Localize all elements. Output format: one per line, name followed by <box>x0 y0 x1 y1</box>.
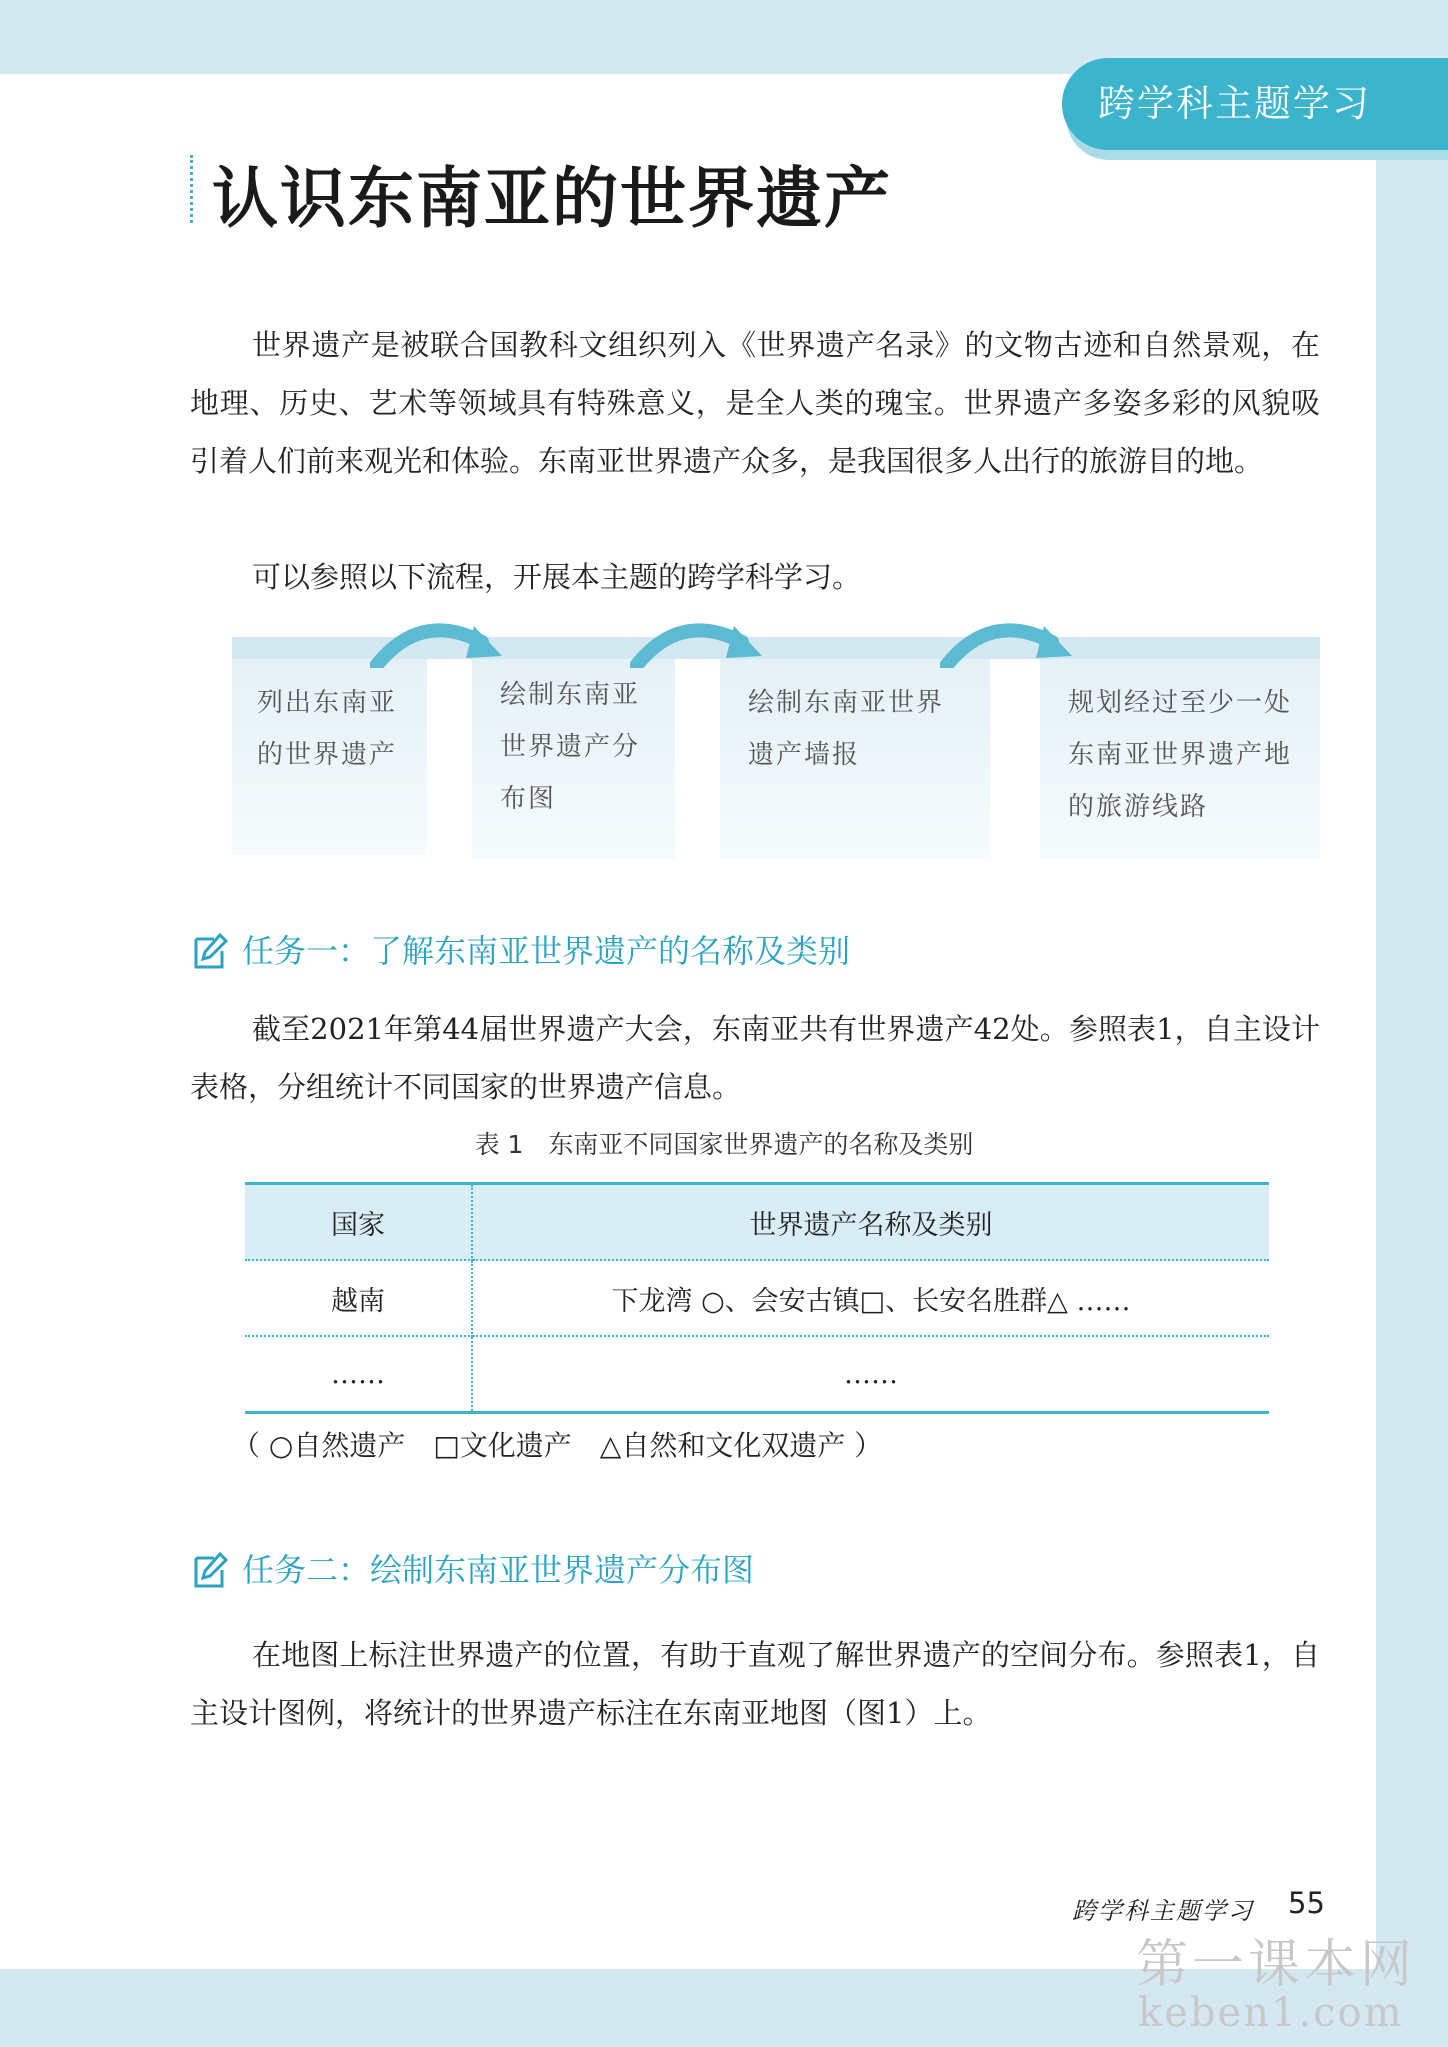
table-row <box>245 1260 1269 1336</box>
table-legend: （ ○自然遗产 □文化遗产 △自然和文化双遗产 ） <box>232 1429 883 1462</box>
task1-text: 截至2021年第44届世界遗产大会，东南亚共有世界遗产42处。参照表1，自主设计表格，分组统计不同国家的世界遗产信息。 <box>190 1012 1320 1104</box>
edit-note-icon <box>190 931 230 971</box>
watermark-url: keben1.com <box>1138 1990 1404 2036</box>
intro-paragraph: 世界遗产是被联合国教科文组织列入《世界遗产名录》的文物古迹和自然景观，在地理、历史、艺术等领域具有特殊意义，是全人类的瑰宝。世界遗产多姿多彩的风貌吸引着人们前来观光和体验。东南亚世界遗产众多，是我国很多人出行的旅游目的地。 <box>190 328 1320 478</box>
flow-arrow-2-icon <box>630 618 770 668</box>
intro-instruction: 可以参照以下流程，开展本主题的跨学科学习。 <box>252 560 862 594</box>
table-header-country: 国家 <box>245 1184 472 1261</box>
flow-step-1-line1: 列出东南亚 <box>257 688 398 718</box>
footer-section: 跨学科主题学习 <box>1072 1897 1254 1925</box>
task1-heading <box>190 924 850 974</box>
table-row <box>245 1336 1269 1413</box>
flow-step-1-line2: 的世界遗产 <box>257 740 398 770</box>
table-cell-country: …… <box>245 1336 472 1413</box>
table-header-row <box>245 1184 1269 1261</box>
flow-step-2-line1: 绘制东南亚 <box>500 680 641 710</box>
watermark-title: 第一课本网 <box>1136 1935 1417 1995</box>
table-header-heritage: 世界遗产名称及类别 <box>472 1184 1269 1261</box>
page-number: 55 <box>1288 1886 1325 1920</box>
page-title: 认识东南亚的世界遗产 <box>212 160 892 237</box>
flow-step-2 <box>472 659 675 859</box>
task1-heading-text: 任务一：了解东南亚世界遗产的名称及类别 <box>242 932 851 970</box>
task2-heading <box>190 1543 754 1593</box>
flow-step-3-line2: 遗产墙报 <box>748 740 861 770</box>
flow-step-1 <box>232 659 427 855</box>
task2-heading-text: 任务二：绘制东南亚世界遗产分布图 <box>242 1551 755 1589</box>
flow-step-3-line1: 绘制东南亚世界 <box>748 688 945 718</box>
flow-arrow-3-icon <box>940 618 1080 668</box>
flow-step-4-line2: 东南亚世界遗产地 <box>1068 740 1293 770</box>
flow-step-3 <box>720 659 990 859</box>
section-tab: 跨学科主题学习 <box>1062 58 1448 150</box>
table1-caption: 表 1 东南亚不同国家世界遗产的名称及类别 <box>474 1130 974 1159</box>
edit-note-icon <box>190 1550 230 1590</box>
table-cell-heritage: 下龙湾 ○、会安古镇□、长安名胜群△ …… <box>472 1260 1269 1336</box>
flow-arrow-1-icon <box>370 618 510 668</box>
flow-step-4-line3: 的旅游线路 <box>1068 792 1209 822</box>
table-cell-country: 越南 <box>245 1260 472 1336</box>
flow-step-4 <box>1040 659 1320 859</box>
flow-step-2-line2: 世界遗产分 <box>500 732 641 762</box>
title-marker <box>190 155 193 223</box>
heritage-table <box>245 1182 1269 1414</box>
flow-step-4-line1: 规划经过至少一处 <box>1068 688 1293 718</box>
flow-step-2-line3: 布图 <box>500 784 557 814</box>
table-cell-heritage: …… <box>472 1336 1269 1413</box>
right-border-band <box>1376 74 1448 1969</box>
task2-text: 在地图上标注世界遗产的位置，有助于直观了解世界遗产的空间分布。参照表1，自主设计图例，将统计的世界遗产标注在东南亚地图（图1）上。 <box>190 1638 1320 1730</box>
